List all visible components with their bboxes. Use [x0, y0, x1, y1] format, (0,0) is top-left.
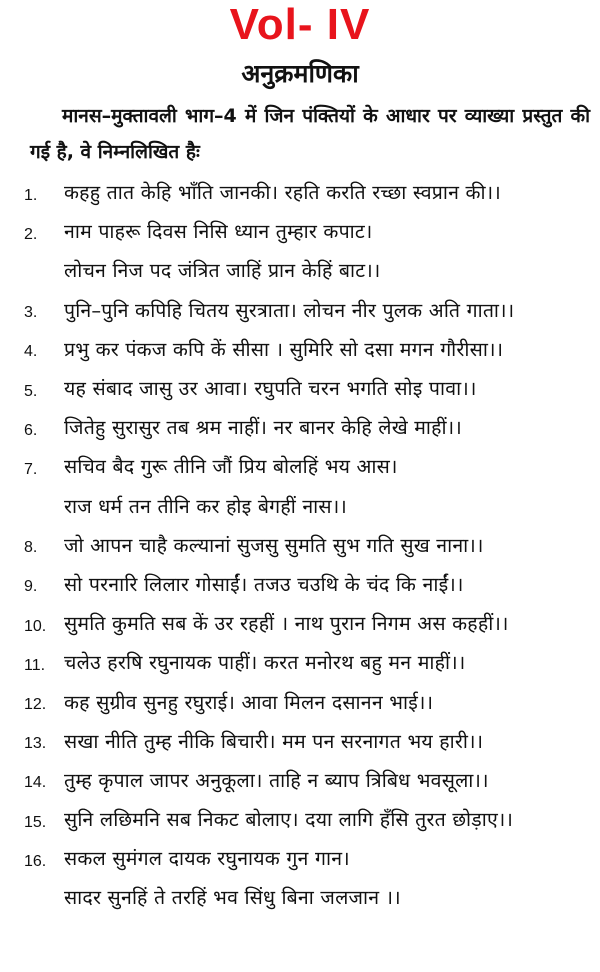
verse-line	[0, 760, 600, 799]
verse-text: सुनि लछिमनि सब निकट बोलाए। दया लागि हँसि तुरत छोड़ाए।।	[64, 808, 514, 832]
verse-text: जो आपन चाहै कल्यानां सुजसु सुमति सुभ गति सुख नाना।।	[64, 533, 484, 557]
verse-line	[0, 799, 600, 838]
line-number: 15.	[24, 813, 47, 831]
verse-text: सुमति कुमति सब कें उर रहहीं । नाथ पुरान निगम अस कहहीं।।	[64, 612, 509, 636]
verse-line	[0, 486, 600, 525]
verse-line	[0, 172, 600, 211]
line-number: 4.	[24, 343, 38, 361]
line-number	[0, 893, 64, 901]
verse-line	[0, 877, 600, 916]
verse-line	[0, 642, 600, 681]
verse-text: राज धर्म तन तीनि कर होइ बेगहीं नास।।	[64, 494, 347, 518]
verse-line	[0, 721, 600, 760]
line-number: 6.	[24, 421, 38, 439]
line-number: 5.	[24, 382, 38, 400]
line-number	[0, 932, 64, 940]
line-number: 14.	[24, 774, 47, 792]
line-number	[0, 501, 64, 509]
verse-text: नाम पाहरू दिवस निसि ध्यान तुम्हार कपाट।	[64, 220, 373, 244]
verse-line	[0, 564, 600, 603]
verse-text: चलेउ हरषि रघुनायक पाहीं। करत मनोरथ बहु मन माहीं।।	[64, 651, 466, 675]
line-number: 2.	[24, 225, 38, 243]
verse-line	[0, 211, 600, 250]
line-number	[0, 266, 64, 274]
verse-line	[0, 250, 600, 289]
line-number: 16.	[24, 852, 47, 870]
verse-line	[0, 290, 600, 329]
line-number: 1.	[24, 186, 38, 204]
verse-line	[0, 917, 600, 956]
verse-line	[0, 603, 600, 642]
verse-text: सकल सुमंगल दायक रघुनायक गुन गान।	[64, 847, 350, 871]
verse-text: सो परनारि लिलार गोसाईं। तजउ चउथि के चंद कि नाईं।।	[64, 572, 464, 596]
line-number: 7.	[24, 460, 38, 478]
verse-line	[0, 681, 600, 720]
volume-title: Vol- IV	[229, 0, 371, 49]
verse-text: लोचन निज पद जंत्रित जाहिं प्रान केहिं बाट।।	[64, 259, 381, 283]
verse-line	[0, 838, 600, 877]
verse-text: पुनि–पुनि कपिहि चितय सुरत्राता। लोचन नीर पुलक अति गाता।।	[64, 298, 515, 322]
line-number: 13.	[24, 735, 47, 753]
verse-list	[0, 172, 600, 956]
line-number: 12.	[24, 696, 47, 714]
verse-text: सखा नीति तुम्ह नीकि बिचारी। मम पन सरनागत भय हारी।।	[64, 729, 484, 753]
line-number: 10.	[24, 617, 47, 635]
verse-line	[0, 407, 600, 446]
intro-paragraph: मानस–मुक्तावली भाग–4 में जिन पंक्तियों के आधार पर व्याख्या प्रस्तुत की गई है, वे निम्नलिखित हैः	[30, 105, 590, 163]
verse-line	[0, 329, 600, 368]
line-number: 11.	[24, 656, 46, 674]
line-number: 3.	[24, 304, 38, 322]
verse-line	[0, 525, 600, 564]
line-number: 8.	[24, 539, 38, 557]
index-heading: अनुक्रमणिका	[241, 59, 359, 88]
line-number: 9.	[24, 578, 38, 596]
verse-text: कहहु तात केहि भाँति जानकी। रहति करति रच्छा स्वप्रान की।।	[64, 181, 501, 205]
verse-line	[0, 368, 600, 407]
verse-text: जितेहु सुरासुर तब श्रम नाहीं। नर बानर केहि लेखे माहीं।।	[64, 416, 462, 440]
verse-text: सादर सुनहिं ते तरहिं भव सिंधु बिना जलजान ।।	[64, 886, 401, 910]
verse-text: प्रभु कर पंकज कपि कें सीसा । सुमिरि सो दसा मगन गौरीसा।।	[64, 337, 504, 361]
verse-text: तुम्ह कृपाल जापर अनुकूला। ताहि न ब्याप त्रिबिध भवसूला।।	[64, 768, 489, 792]
verse-line	[0, 446, 600, 485]
verse-text: कह सुग्रीव सुनहु रघुराई। आवा मिलन दसानन भाई।।	[64, 690, 434, 714]
verse-text: यह संबाद जासु उर आवा। रघुपति चरन भगति सोइ पावा।।	[64, 377, 477, 401]
verse-text: सचिव बैद गुरू तीनि जौं प्रिय बोलहिं भय आस।	[64, 455, 398, 479]
